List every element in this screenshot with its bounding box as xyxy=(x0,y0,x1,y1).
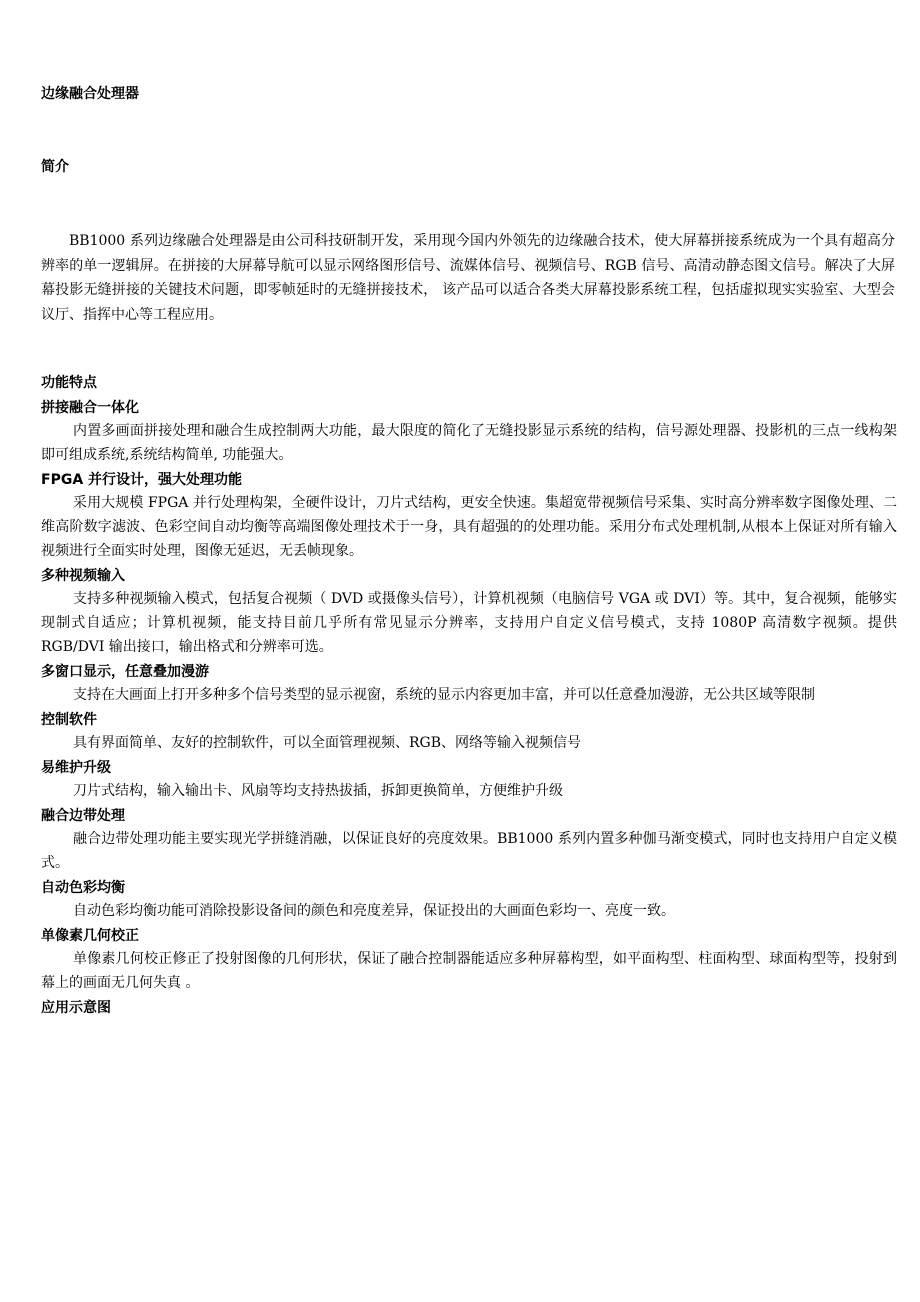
document-title: 边缘融合处理器 xyxy=(41,86,139,102)
features-section xyxy=(41,372,897,1019)
feature-title-edge-blending: 融合边带处理 xyxy=(41,808,125,824)
feature-desc-color-balance: 自动色彩均衡功能可消除投影设备间的颜色和亮度差异，保证投出的大画面色彩均一、亮度一致。 xyxy=(73,903,675,919)
feature-title-color-balance: 自动色彩均衡 xyxy=(41,880,125,896)
feature-title-control-software: 控制软件 xyxy=(41,712,97,728)
feature-desc-geometry-correction: 单像素几何校正修正了投射图像的几何形状，保证了融合控制器能适应多种屏幕构型，如平面构型、柱面构型、球面构型等，投射到幕上的画面无几何失真 。 xyxy=(41,951,897,991)
feature-title-video-input: 多种视频输入 xyxy=(41,568,125,584)
feature-desc-multi-window: 支持在大画面上打开多种多个信号类型的显示视窗，系统的显示内容更加丰富，并可以任意叠加漫游，无公共区域等限制 xyxy=(73,687,815,703)
feature-desc-maintenance: 刀片式结构，输入输出卡、风扇等均支持热拔插，拆卸更换简单，方便维护升级 xyxy=(73,783,563,799)
feature-desc-fpga: 采用大规模 FPGA 并行处理构架，全硬件设计，刀片式结构，更安全快速。集超宽带视频信号采集、实时高分辨率数字图像处理、二维高阶数字滤波、色彩空间自动均衡等高端图像处理技术于一身，具有超强的的处理功能。采用分布式处理机制,从根本上保证对所有输入视频进行全面实时处理，图像无延迟，无丢帧现象。 xyxy=(41,495,897,559)
features-heading: 功能特点 xyxy=(41,375,97,391)
feature-title-multi-window: 多窗口显示，任意叠加漫游 xyxy=(41,664,209,680)
feature-desc-control-software: 具有界面简单、友好的控制软件，可以全面管理视频、RGB、网络等输入视频信号 xyxy=(73,735,582,751)
intro-paragraph: BB1000 系列边缘融合处理器是由公司科技研制开发，采用现今国内外领先的边缘融合技术，使大屏幕拼接系统成为一个具有超高分辨率的单一逻辑屏。在拼接的大屏幕导航可以显示网络图形信号、流媒体信号、视频信号、RGB 信号、高清动静态图文信号。解决了大屏幕投影无缝拼接的关键技术问题，即零帧延时的无缝拼接技术， 该产品可以适合各类大屏幕投影系统工程，包括虚拟现实实验室、大型会议厅、指挥中心等工程应用。 xyxy=(41,233,895,323)
feature-title-stitching: 拼接融合一体化 xyxy=(41,400,139,416)
application-diagram-heading: 应用示意图 xyxy=(41,1000,111,1016)
feature-desc-stitching: 内置多画面拼接处理和融合生成控制两大功能，最大限度的简化了无缝投影显示系统的结构，信号源处理器、投影机的三点一线构架即可组成系统,系统结构简单, 功能强大。 xyxy=(41,423,897,463)
intro-heading: 简介 xyxy=(41,159,69,175)
feature-desc-edge-blending: 融合边带处理功能主要实现光学拼缝消融，以保证良好的亮度效果。BB1000 系列内置多种伽马渐变模式，同时也支持用户自定义模式。 xyxy=(41,831,897,871)
feature-title-geometry-correction: 单像素几何校正 xyxy=(41,928,139,944)
feature-title-maintenance: 易维护升级 xyxy=(41,760,111,776)
feature-desc-video-input: 支持多种视频输入模式，包括复合视频（ DVD 或摄像头信号），计算机视频（电脑信号 VGA 或 DVI）等。其中，复合视频，能够实现制式自适应；计算机视频，能支持目前几乎所有常见显示分辨率，支持用户自定义信号模式，支持 1080P 高清数字视频。提供 RGB/DVI 输出接口，输出格式和分辨率可选。 xyxy=(41,591,897,655)
feature-title-fpga: FPGA 并行设计，强大处理功能 xyxy=(41,472,243,488)
